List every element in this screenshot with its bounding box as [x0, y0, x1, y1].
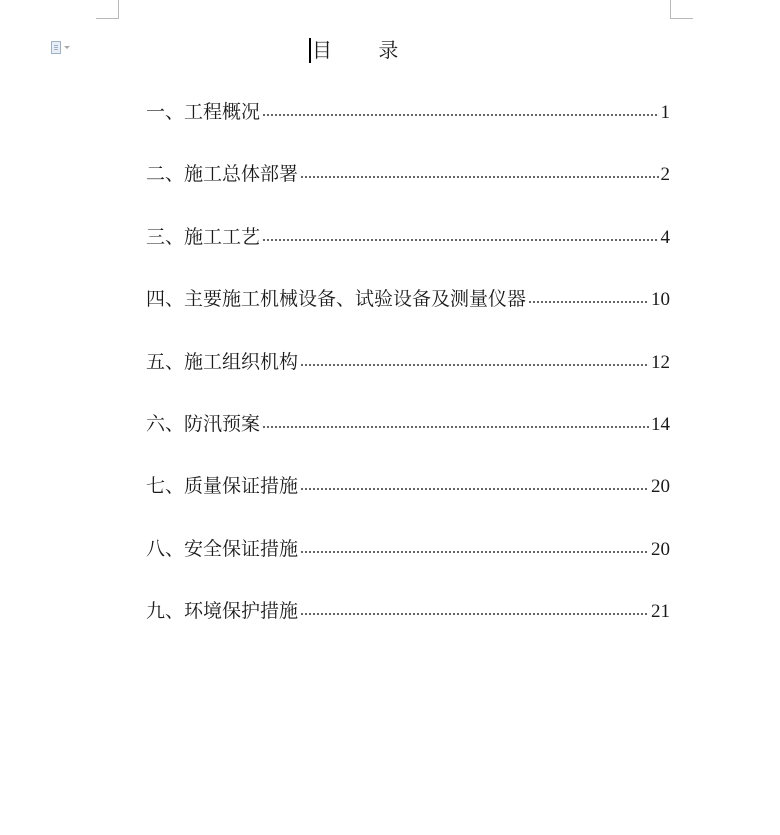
toc-dot-leader — [262, 426, 649, 428]
toc-entry[interactable] — [146, 534, 670, 596]
toc-entry-page-number: 10 — [651, 289, 670, 311]
margin-mark-top-right — [670, 0, 693, 19]
toc-entry[interactable] — [146, 159, 670, 221]
toc-dot-leader — [300, 551, 649, 553]
toc-entry-page-number: 14 — [651, 413, 670, 435]
table-of-contents — [146, 97, 670, 659]
toc-entry[interactable] — [146, 409, 670, 471]
toc-entry[interactable] — [146, 222, 670, 284]
toc-entry[interactable] — [146, 97, 670, 159]
toc-entry-page-number: 12 — [651, 351, 670, 373]
toc-entry[interactable] — [146, 596, 670, 658]
toc-dot-leader — [262, 239, 658, 241]
toc-entry-label: 四、主要施工机械设备、试验设备及测量仪器 — [146, 288, 527, 311]
toc-entry-page-number: 20 — [651, 476, 670, 498]
chevron-down-icon — [64, 46, 70, 49]
toc-entry-label: 二、施工总体部署 — [146, 163, 299, 186]
toc-entry-page-number: 21 — [651, 601, 670, 623]
toc-entry[interactable] — [146, 347, 670, 409]
toc-entry-label: 三、施工工艺 — [146, 225, 261, 248]
toc-dot-leader — [300, 488, 649, 490]
paragraph-menu-button[interactable] — [51, 41, 70, 54]
toc-entry[interactable] — [146, 471, 670, 533]
toc-entry-label: 七、质量保证措施 — [146, 475, 299, 498]
toc-entry[interactable] — [146, 284, 670, 346]
toc-dot-leader — [528, 301, 649, 303]
toc-dot-leader — [300, 176, 658, 178]
document-icon — [51, 41, 61, 54]
toc-entry-label: 一、工程概况 — [146, 101, 261, 123]
toc-dot-leader — [300, 364, 649, 366]
toc-entry-page-number: 4 — [660, 226, 670, 248]
toc-title: 目 录 — [312, 38, 399, 62]
text-cursor — [309, 38, 311, 63]
toc-entry-page-number: 2 — [660, 164, 670, 186]
toc-entry-label: 九、环境保护措施 — [146, 600, 299, 623]
margin-mark-top-left — [96, 0, 119, 19]
toc-entry-page-number: 1 — [660, 102, 670, 123]
toc-entry-label: 八、安全保证措施 — [146, 537, 299, 560]
toc-dot-leader — [262, 114, 658, 116]
toc-entry-label: 六、防汛预案 — [146, 412, 261, 435]
toc-entry-label: 五、施工组织机构 — [146, 350, 299, 373]
toc-entry-page-number: 20 — [651, 538, 670, 560]
toc-dot-leader — [300, 613, 649, 615]
